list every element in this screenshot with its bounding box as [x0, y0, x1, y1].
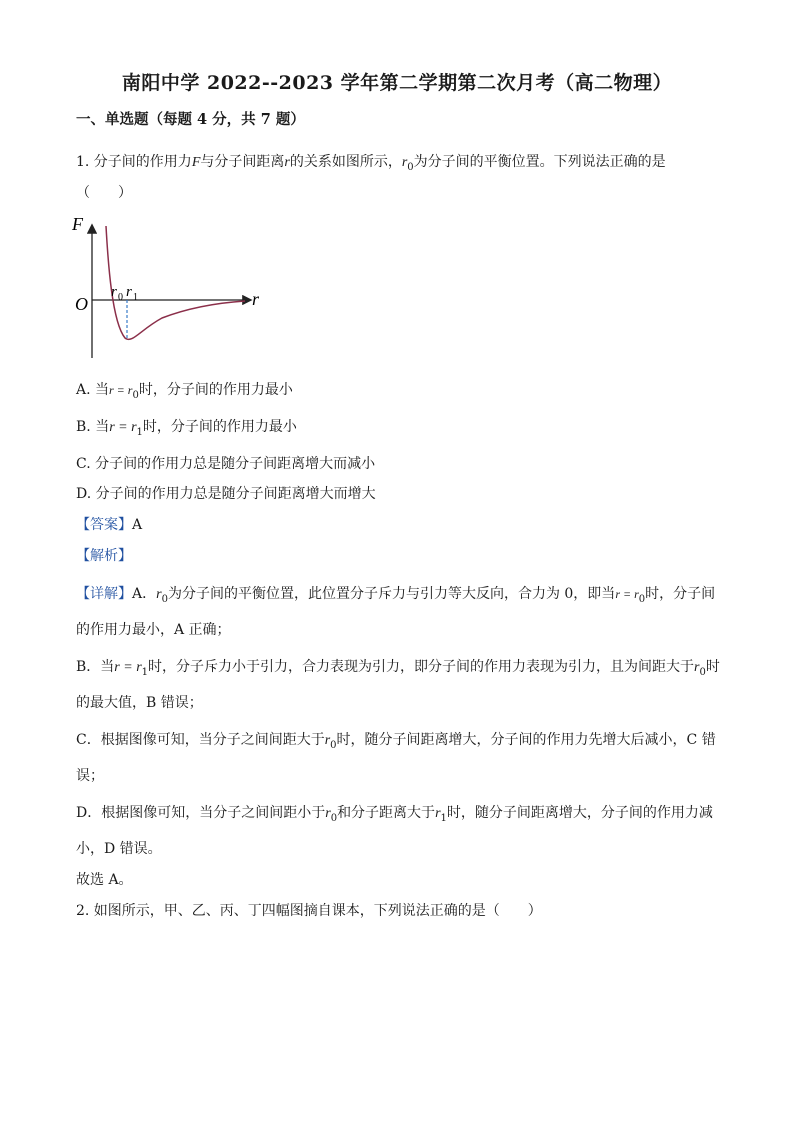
r1-sub: 1	[133, 292, 138, 303]
analysis-tag: 【解析】	[76, 548, 132, 564]
detail-a-line1: 【详解】A．$r_0$为分子间的平衡位置，此位置分子斥力与引力等大反向，合力为 0，即当$r = r_0$时，分子间	[76, 586, 716, 605]
q1-stem: 1. 分子间的作用力F与分子间距离r的关系如图所示，$r_0$为分子间的平衡位置。下列说法正确的是	[76, 154, 666, 173]
x-axis-label: r	[252, 289, 260, 309]
section-heading: 一、单选题（每题 4 分，共 7 题）	[76, 111, 305, 128]
origin-label: O	[75, 294, 88, 314]
detail-a-line2: 的作用力最小，A 正确；	[76, 622, 231, 638]
answer-value: A	[132, 517, 143, 533]
option-c: C. 分子间的作用力总是随分子间距离增大而减小	[76, 456, 376, 472]
detail-b-line1: B．当$r = r_1$时，分子斥力小于引力，合力表现为引力，即分子间的作用力表现为引力，且为间距大于$r_0$时	[76, 659, 720, 678]
y-axis-label: F	[72, 214, 83, 234]
q2-stem: 2. 如图所示，甲、乙、丙、丁四幅图摘自课本，下列说法正确的是（ ）	[76, 903, 542, 919]
r0-sub: 0	[118, 292, 123, 303]
option-d: D. 分子间的作用力总是随分子间距离增大而增大	[76, 486, 376, 502]
conclusion: 故选 A。	[76, 872, 133, 888]
r0-label: r	[111, 284, 117, 300]
r1-label: r	[126, 284, 132, 300]
option-b: B. 当$r = r_1$时，分子间的作用力最小	[76, 419, 297, 438]
detail-d-line1: D．根据图像可知，当分子之间间距小于$r_0$和分子距离大于$r_1$时，随分子间距离增大，分子间的作用力减	[76, 805, 713, 824]
detail-c-line2: 误；	[76, 768, 104, 784]
page-title: 南阳中学 2022--2023 学年第二学期第二次月考（高二物理）	[121, 72, 673, 94]
detail-b-line2: 的最大值，B 错误；	[76, 695, 203, 711]
answer-tag: 【答案】	[76, 517, 132, 533]
detail-d-line2: 小，D 错误。	[76, 841, 162, 857]
answer-line	[76, 514, 142, 534]
option-a: A. 当$r = r_0$时，分子间的作用力最小	[76, 382, 293, 401]
q1-paren: （ ）	[76, 185, 132, 201]
detail-c-line1: C．根据图像可知，当分子之间间距大于$r_0$时，随分子间距离增大，分子间的作用力先增大后减小，C 错	[76, 732, 716, 751]
force-distance-figure	[70, 212, 270, 364]
